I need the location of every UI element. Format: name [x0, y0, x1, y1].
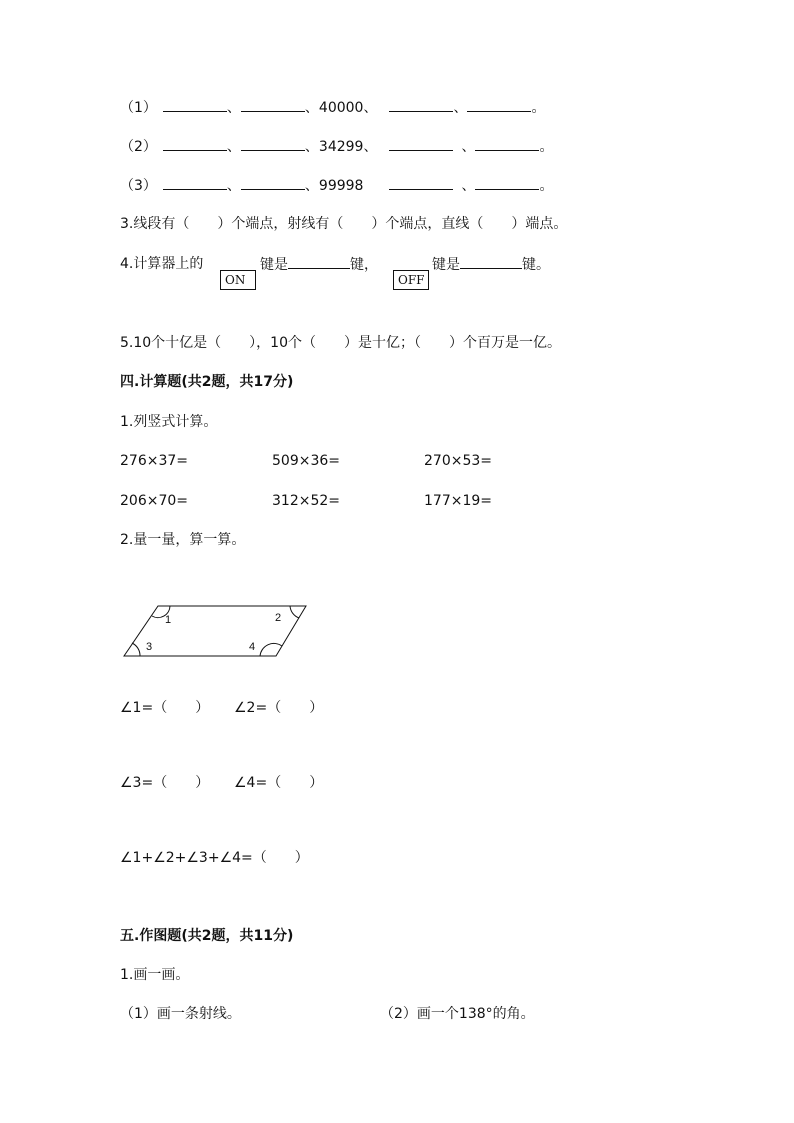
- angle-sum: ∠1+∠2+∠3+∠4=（ ）: [120, 850, 309, 866]
- angle-answer-4: ∠4=（ ）: [234, 775, 324, 791]
- sequence-1: （1） 、 、40000、 、 。: [120, 97, 545, 118]
- q4-text-1: 键是 键，: [260, 254, 378, 275]
- given-number: 40000、: [318, 100, 378, 116]
- answer-blank[interactable]: [467, 97, 531, 112]
- draw-question-title: 1.画一画。: [120, 967, 190, 983]
- angle-label-3: 3: [146, 641, 153, 653]
- parallelogram-figure: [118, 600, 314, 662]
- answer-blank[interactable]: [389, 175, 453, 190]
- sequence-number: （2）: [120, 139, 157, 155]
- answer-blank[interactable]: [288, 254, 350, 269]
- question-4: 4.计算器上的: [120, 256, 204, 272]
- answer-blank[interactable]: [389, 136, 453, 151]
- angle-label-1: 1: [165, 614, 172, 626]
- angle-arc-3: [132, 643, 140, 656]
- section-4-title: 四.计算题(共2题，共17分): [120, 374, 294, 390]
- answer-blank[interactable]: [163, 175, 227, 190]
- answer-blank[interactable]: [389, 97, 453, 112]
- answer-blank[interactable]: [163, 136, 227, 151]
- angle-arc-4: [260, 643, 282, 656]
- draw-sub-1: （1）画一条射线。: [120, 1006, 241, 1022]
- angle-answer-2: ∠2=（ ）: [234, 700, 324, 716]
- question-5: 5.10个十亿是（ ），10个（ ）是十亿；（ ）个百万是一亿。: [120, 335, 561, 351]
- angle-label-4: 4: [249, 641, 256, 653]
- answer-blank[interactable]: [475, 136, 539, 151]
- sequence-number: （3）: [120, 178, 157, 194]
- answer-blank[interactable]: [241, 97, 305, 112]
- calc-item: 206×70=: [120, 493, 188, 509]
- answer-blank[interactable]: [475, 175, 539, 190]
- given-number: 99998: [318, 178, 364, 194]
- question-3: 3.线段有（ ）个端点，射线有（ ）个端点，直线（ ）端点。: [120, 216, 568, 232]
- angle-answer-1: ∠1=（ ）: [120, 700, 210, 716]
- angle-label-2: 2: [275, 612, 282, 624]
- q4-text-2: 键是 键。: [432, 254, 550, 275]
- calc-item: 270×53=: [424, 453, 492, 469]
- calc-question-title: 1.列竖式计算。: [120, 414, 218, 430]
- sequence-number: （1）: [120, 100, 157, 116]
- answer-blank[interactable]: [460, 254, 522, 269]
- angle-answer-3: ∠3=（ ）: [120, 775, 210, 791]
- sequence-3: （3） 、 、99998 、 。: [120, 175, 553, 196]
- calc-item: 177×19=: [424, 493, 492, 509]
- calc-item: 509×36=: [272, 453, 340, 469]
- section-5-title: 五.作图题(共2题，共11分): [120, 928, 294, 944]
- calc-item: 312×52=: [272, 493, 340, 509]
- draw-sub-2: （2）画一个138°的角。: [380, 1006, 535, 1022]
- answer-blank[interactable]: [163, 97, 227, 112]
- angle-arc-2: [290, 606, 299, 618]
- answer-blank[interactable]: [241, 136, 305, 151]
- answer-blank[interactable]: [241, 175, 305, 190]
- sequence-2: （2） 、 、34299、 、 。: [120, 136, 553, 157]
- off-key-icon: OFF: [393, 270, 429, 290]
- measure-question-title: 2.量一量，算一算。: [120, 532, 246, 548]
- on-key-icon: ON: [220, 270, 256, 290]
- calc-item: 276×37=: [120, 453, 188, 469]
- given-number: 34299、: [318, 139, 378, 155]
